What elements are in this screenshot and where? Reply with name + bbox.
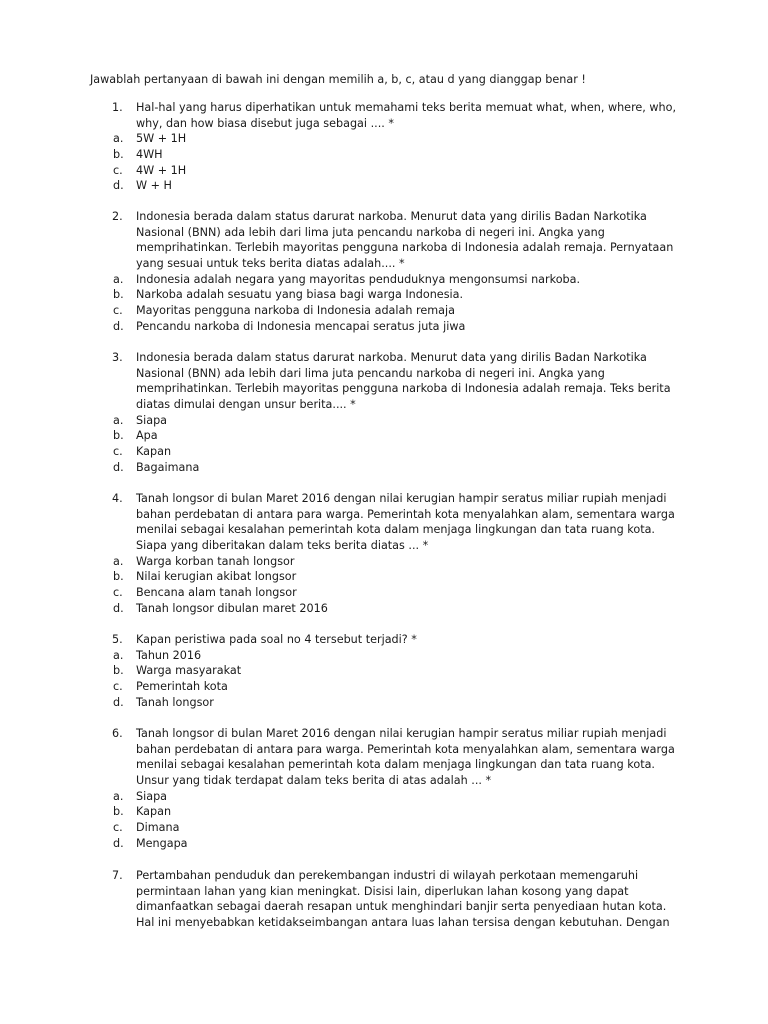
answer-options xyxy=(0,554,768,617)
option-text: Tanah longsor dibulan maret 2016 xyxy=(136,601,328,615)
option-text: Bencana alam tanah longsor xyxy=(136,586,297,600)
answer-option[interactable] xyxy=(0,147,768,163)
question-text-line: Nasional (BNN) ada lebih dari lima juta pencandu narkoba di negeri ini. Angka yang xyxy=(136,366,605,380)
option-letter: c. xyxy=(113,821,123,835)
option-letter: d. xyxy=(113,179,124,193)
option-letter: a. xyxy=(113,648,124,662)
question-text-line: bahan perdebatan di antara para warga. Pemerintah kota menyalahkan alam, sementara warga xyxy=(136,742,675,756)
answer-options xyxy=(0,131,768,194)
option-text: Siapa xyxy=(136,789,168,803)
option-text: Mayoritas pengguna narkoba di Indonesia adalah remaja xyxy=(136,304,455,318)
answer-option[interactable] xyxy=(0,428,768,444)
answer-option[interactable] xyxy=(0,820,768,836)
question-text-line: Siapa yang diberitakan dalam teks berita diatas ... * xyxy=(136,539,429,553)
question-text xyxy=(136,726,688,789)
answer-option[interactable] xyxy=(0,131,768,147)
option-text: Siapa xyxy=(136,413,168,427)
option-letter: c. xyxy=(113,304,123,318)
question-text-line: memprihatinkan. Terlebih mayoritas pengguna narkoba di Indonesia adalah remaja. Teks berita xyxy=(136,382,671,396)
answer-option[interactable] xyxy=(0,287,768,303)
answer-options xyxy=(0,789,768,852)
option-text: Pencandu narkoba di Indonesia mencapai seratus juta jiwa xyxy=(136,319,466,333)
question-text-line: menilai sebagai kesalahan pemerintah kota dalam menjaga lingkungan dan tata ruang kota. xyxy=(136,758,655,772)
option-text: Apa xyxy=(136,429,158,443)
instruction-text: Jawablah pertanyaan di bawah ini dengan memilih a, b, c, atau d yang dianggap benar ! xyxy=(90,73,586,86)
question-text-line: menilai sebagai kesalahan pemerintah kota dalam menjaga lingkungan dan tata ruang kota. xyxy=(136,523,655,537)
answer-option[interactable] xyxy=(0,163,768,179)
question-text xyxy=(136,632,688,648)
answer-option[interactable] xyxy=(0,601,768,617)
question-text xyxy=(136,100,688,131)
answer-option[interactable] xyxy=(0,460,768,476)
answer-option[interactable] xyxy=(0,585,768,601)
answer-option[interactable] xyxy=(0,804,768,820)
answer-options xyxy=(0,413,768,476)
answer-option[interactable] xyxy=(0,679,768,695)
question-text-line: Tanah longsor di bulan Maret 2016 dengan nilai kerugian hampir seratus miliar rupiah menjadi xyxy=(136,492,667,505)
question-text xyxy=(136,209,688,272)
option-letter: a. xyxy=(113,789,124,803)
question-text-line: Indonesia berada dalam status darurat narkoba. Menurut data yang dirilis Badan Narkotika xyxy=(136,351,647,364)
option-text: 5W + 1H xyxy=(136,132,187,146)
option-text: Kapan xyxy=(136,445,172,459)
option-letter: b. xyxy=(113,664,124,678)
answer-option[interactable] xyxy=(0,178,768,194)
answer-option[interactable] xyxy=(0,303,768,319)
question-number: 6. xyxy=(112,727,123,740)
question-text-line: dimanfaatkan sebagai daerah resapan untuk menghindari banjir serta penyediaan hutan kota. xyxy=(136,900,667,914)
option-text: Tahun 2016 xyxy=(136,648,202,662)
option-text: Nilai kerugian akibat longsor xyxy=(136,570,297,584)
option-letter: d. xyxy=(113,601,124,615)
answer-option[interactable] xyxy=(0,695,768,711)
option-text: Narkoba adalah sesuatu yang biasa bagi warga Indonesia. xyxy=(136,288,464,302)
option-text: Tanah longsor xyxy=(136,695,214,709)
option-letter: c. xyxy=(113,680,123,694)
answer-option[interactable] xyxy=(0,444,768,460)
question-text-line: yang sesuai untuk teks berita diatas adalah.... * xyxy=(136,257,405,271)
question-number: 1. xyxy=(112,101,123,114)
question-number: 5. xyxy=(112,633,123,646)
question-text xyxy=(136,868,688,931)
option-text: 4W + 1H xyxy=(136,163,187,177)
question-text-line: Tanah longsor di bulan Maret 2016 dengan nilai kerugian hampir seratus miliar rupiah menjadi xyxy=(136,727,667,740)
question-text-line: why, dan how biasa disebut juga sebagai .... * xyxy=(136,116,394,130)
question-text-line: diatas dimulai dengan unsur berita.... * xyxy=(136,398,356,412)
option-letter: b. xyxy=(113,288,124,302)
option-letter: d. xyxy=(113,695,124,709)
option-letter: c. xyxy=(113,445,123,459)
answer-option[interactable] xyxy=(0,663,768,679)
option-text: Mengapa xyxy=(136,836,188,850)
answer-option[interactable] xyxy=(0,272,768,288)
question-text-line: Kapan peristiwa pada soal no 4 tersebut terjadi? * xyxy=(136,633,417,646)
option-text: Dimana xyxy=(136,821,180,835)
option-letter: b. xyxy=(113,570,124,584)
answer-options xyxy=(0,648,768,711)
question-number: 2. xyxy=(112,210,123,223)
question-text-line: bahan perdebatan di antara para warga. Pemerintah kota menyalahkan alam, sementara warga xyxy=(136,507,675,521)
option-letter: d. xyxy=(113,836,124,850)
option-letter: a. xyxy=(113,413,124,427)
option-letter: a. xyxy=(113,132,124,146)
option-text: Bagaimana xyxy=(136,460,200,474)
question-text-line: Indonesia berada dalam status darurat narkoba. Menurut data yang dirilis Badan Narkotika xyxy=(136,210,647,223)
answer-option[interactable] xyxy=(0,789,768,805)
option-text: W + H xyxy=(136,179,172,193)
answer-option[interactable] xyxy=(0,319,768,335)
question-text-line: permintaan lahan yang kian meningkat. Disisi lain, diperlukan lahan kosong yang dapat xyxy=(136,884,629,898)
answer-options xyxy=(0,272,768,335)
option-text: Indonesia adalah negara yang mayoritas penduduknya mengonsumsi narkoba. xyxy=(136,272,581,286)
question-text-line: memprihatinkan. Terlebih mayoritas pengguna narkoba di Indonesia adalah remaja. Pernyataan xyxy=(136,241,674,255)
option-text: Pemerintah kota xyxy=(136,680,228,694)
question-text-line: Nasional (BNN) ada lebih dari lima juta pencandu narkoba di negeri ini. Angka yang xyxy=(136,225,605,239)
question-text-line: Hal ini menyebabkan ketidakseimbangan antara luas lahan tersisa dengan kebutuhan. Dengan xyxy=(136,916,670,930)
option-letter: c. xyxy=(113,586,123,600)
option-letter: b. xyxy=(113,805,124,819)
option-letter: b. xyxy=(113,429,124,443)
answer-option[interactable] xyxy=(0,554,768,570)
option-text: Warga korban tanah longsor xyxy=(136,554,295,568)
option-letter: d. xyxy=(113,319,124,333)
option-text: Kapan xyxy=(136,805,172,819)
question-number: 7. xyxy=(112,869,123,882)
question-number: 4. xyxy=(112,492,123,505)
question-text-line: Unsur yang tidak terdapat dalam teks berita di atas adalah ... * xyxy=(136,774,492,788)
option-text: 4WH xyxy=(136,148,163,162)
answer-option[interactable] xyxy=(0,413,768,429)
option-letter: c. xyxy=(113,163,123,177)
option-letter: d. xyxy=(113,460,124,474)
answer-option[interactable] xyxy=(0,836,768,852)
question-text xyxy=(136,491,688,554)
question-number: 3. xyxy=(112,351,123,364)
answer-option[interactable] xyxy=(0,569,768,585)
answer-option[interactable] xyxy=(0,648,768,664)
option-letter: a. xyxy=(113,272,124,286)
question-text xyxy=(136,350,688,413)
option-letter: b. xyxy=(113,148,124,162)
question-text-line: Pertambahan penduduk dan perekembangan industri di wilayah perkotaan memengaruhi xyxy=(136,869,639,882)
question-text-line: Hal-hal yang harus diperhatikan untuk memahami teks berita memuat what, when, where, who, xyxy=(136,101,677,114)
option-text: Warga masyarakat xyxy=(136,664,242,678)
option-letter: a. xyxy=(113,554,124,568)
